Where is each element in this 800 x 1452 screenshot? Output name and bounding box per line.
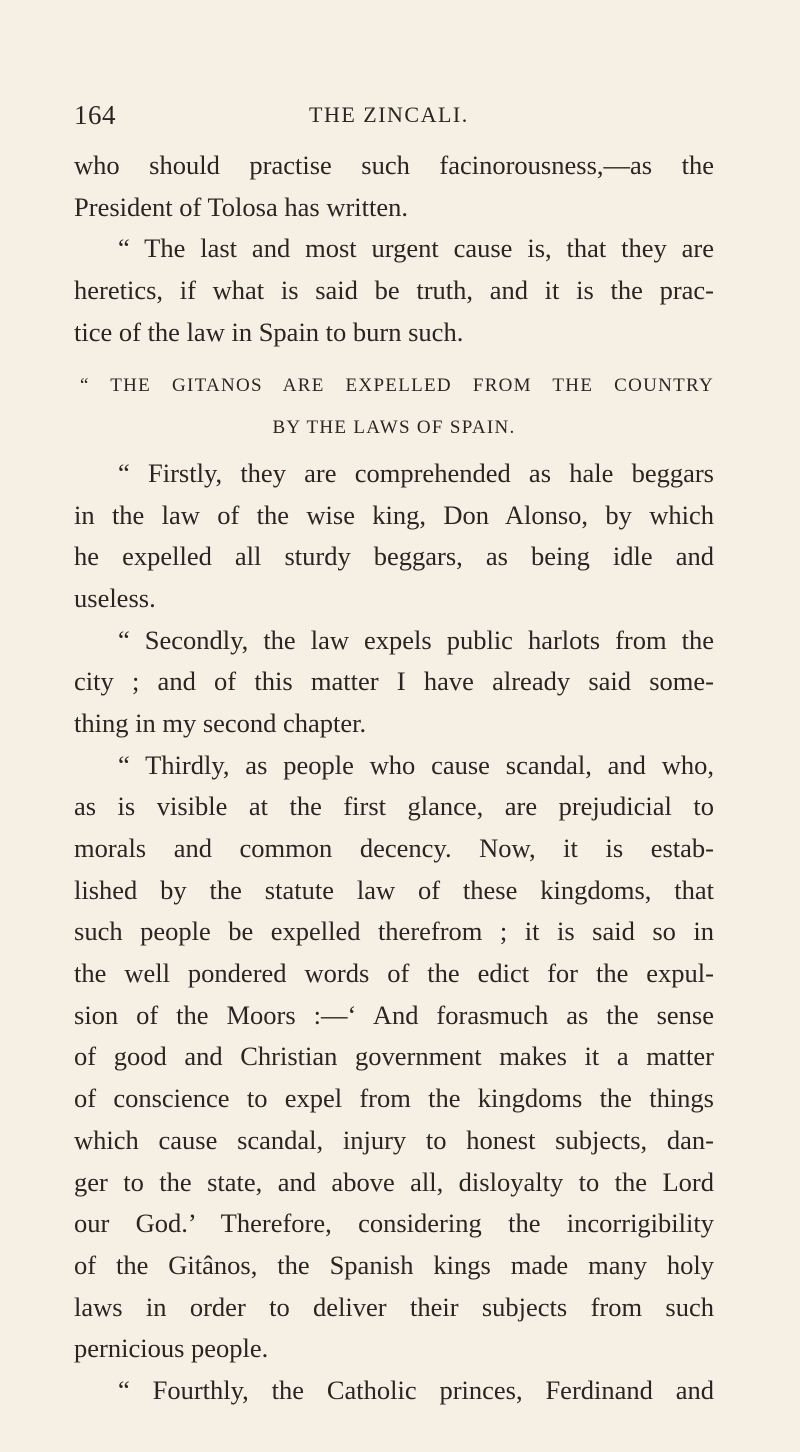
text-line: which cause scandal, injury to honest subjects, dan- xyxy=(74,1124,714,1155)
text-line: he expelled all sturdy beggars, as being idle and xyxy=(74,541,714,572)
text-line: sion of the Moors :—‘ And forasmuch as the sense xyxy=(74,999,714,1030)
text-line: lished by the statute law of these kingdoms, that xyxy=(74,874,714,905)
spacer xyxy=(74,353,714,365)
text-line: “ Firstly, they are comprehended as hale beggars xyxy=(118,457,714,488)
text-line: thing in my second chapter. xyxy=(74,707,367,738)
running-title: THE ZINCALI. xyxy=(309,102,469,127)
text-line: “ Thirdly, as people who cause scandal, and who, xyxy=(118,749,714,780)
text-line: of good and Christian government makes it a matter xyxy=(74,1041,714,1072)
paragraph-fourthly xyxy=(74,1370,714,1412)
text-line: pernicious people. xyxy=(74,1333,269,1364)
text-line: “ The last and most urgent cause is, that they are xyxy=(118,233,714,264)
paragraph-firstly xyxy=(74,453,714,620)
text-line: “ Fourthly, the Catholic princes, Ferdinand and xyxy=(118,1374,714,1405)
page-number: 164 xyxy=(74,100,116,130)
running-head xyxy=(74,100,694,140)
text-line: our God.’ Therefore, considering the incorrigibility xyxy=(74,1208,714,1239)
text-line: such people be expelled therefrom ; it is said so in xyxy=(74,916,714,947)
paragraph-secondly xyxy=(74,620,714,745)
text-line: “ Secondly, the law expels public harlots from the xyxy=(118,624,714,655)
paragraph-thirdly xyxy=(74,745,714,1370)
text-line: of conscience to expel from the kingdoms the things xyxy=(74,1083,714,1114)
text-line: as is visible at the first glance, are prejudicial to xyxy=(74,791,714,822)
text-line: heretics, if what is said be truth, and it is the prac- xyxy=(74,275,714,306)
text-line: morals and common decency. Now, it is estab- xyxy=(74,833,714,863)
text-line: laws in order to deliver their subjects from such xyxy=(74,1291,714,1322)
heading-line: BY THE LAWS OF SPAIN. xyxy=(272,417,516,439)
text-line: city ; and of this matter I have already said some- xyxy=(74,666,714,697)
text-line: in the law of the wise king, Don Alonso, by which xyxy=(74,499,714,530)
text-line: tice of the law in Spain to burn such. xyxy=(74,316,464,347)
text-line: useless. xyxy=(74,582,156,613)
paragraph-last-cause xyxy=(74,228,714,353)
paragraph-continuation xyxy=(74,145,714,228)
body-text xyxy=(74,145,714,1412)
text-line: of the Gitânos, the Spanish kings made many holy xyxy=(74,1249,714,1280)
text-line: President of Tolosa has written. xyxy=(74,191,409,222)
text-line: who should practise such facinorousness,—as the xyxy=(74,150,714,180)
section-heading xyxy=(74,365,714,448)
text-line: the well pondered words of the edict for the expul- xyxy=(74,958,714,989)
text-line: ger to the state, and above all, disloyalty to the Lord xyxy=(74,1166,714,1197)
heading-line: “ THE GITANOS ARE EXPELLED FROM THE COUNTRY xyxy=(80,375,714,397)
